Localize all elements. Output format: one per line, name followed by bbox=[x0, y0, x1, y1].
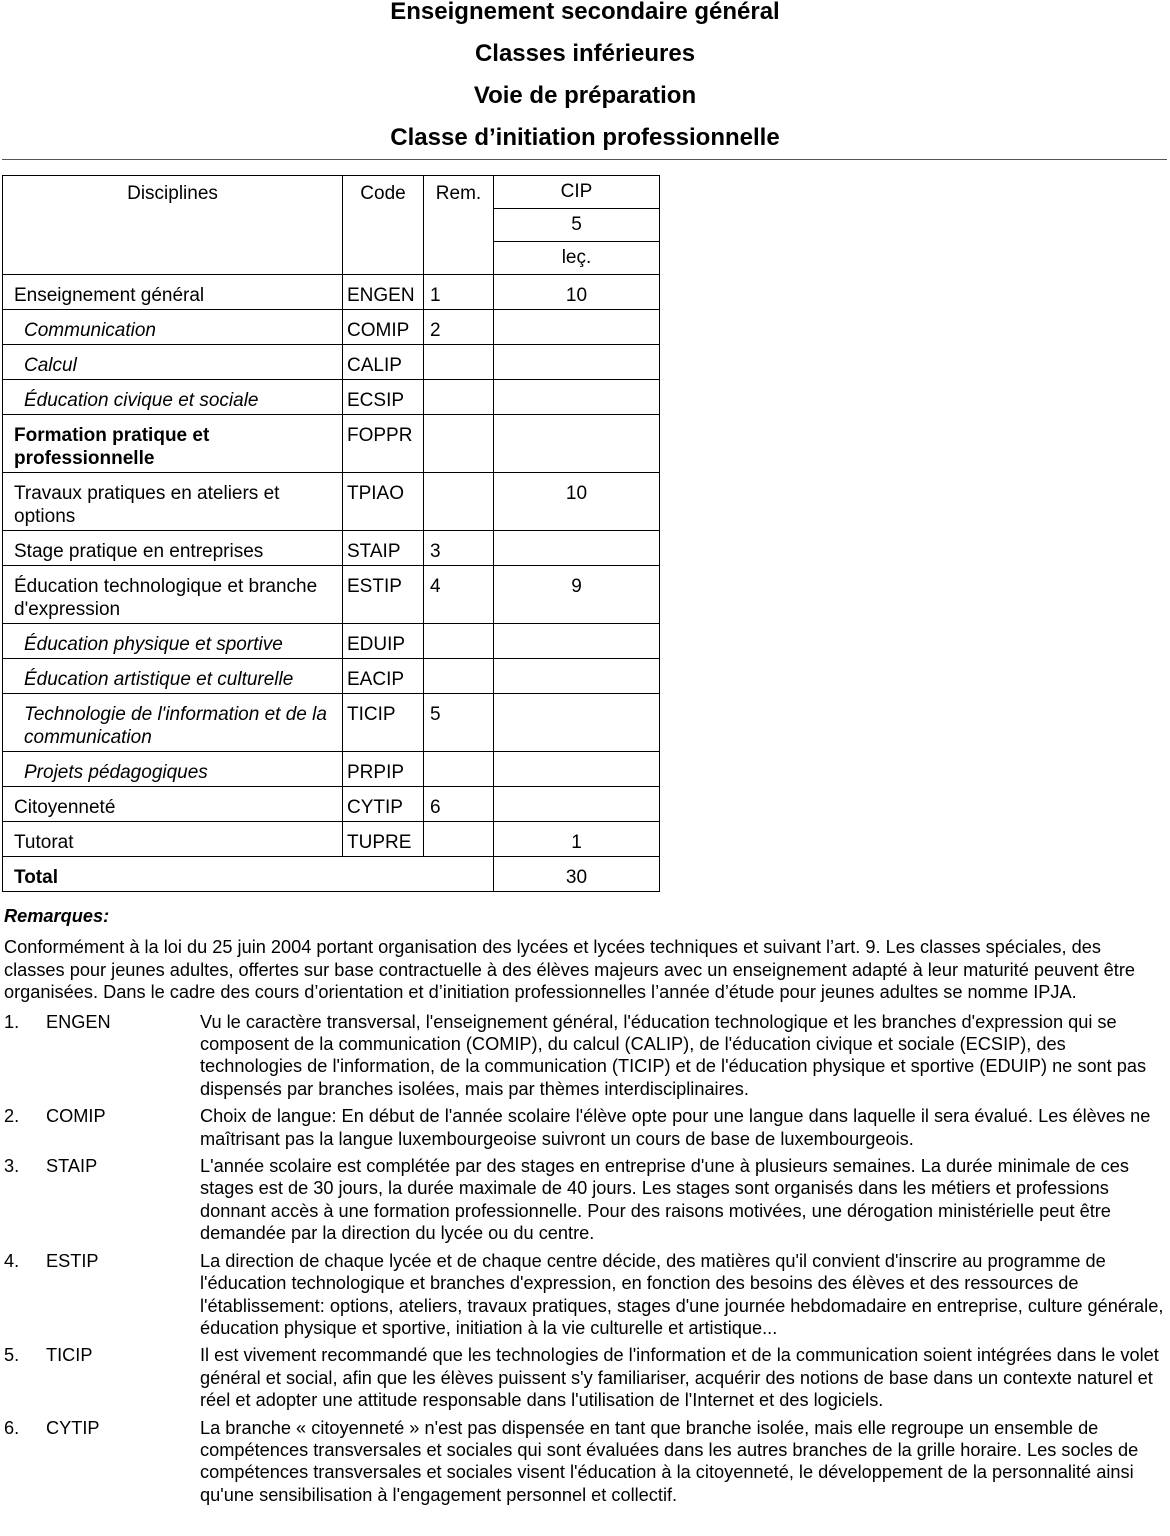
remark-item bbox=[4, 1250, 1166, 1340]
rem-cell: 3 bbox=[424, 531, 494, 566]
discipline-cell: Éducation civique et sociale bbox=[3, 380, 343, 415]
table-row bbox=[3, 624, 660, 659]
title-cycle: Classes inférieures bbox=[474, 40, 696, 67]
cip-cell: 10 bbox=[494, 275, 660, 310]
code-cell: EDUIP bbox=[343, 624, 424, 659]
rem-cell bbox=[424, 415, 494, 473]
cip-cell bbox=[494, 624, 660, 659]
table-row bbox=[3, 659, 660, 694]
table-row bbox=[3, 566, 660, 624]
rem-cell bbox=[424, 752, 494, 787]
remark-code: CYTIP bbox=[46, 1417, 100, 1438]
cip-cell: 9 bbox=[494, 566, 660, 624]
total-value: 30 bbox=[494, 857, 660, 892]
code-cell: TICIP bbox=[343, 694, 424, 752]
remark-text: Choix de langue: En début de l'année scolaire l'élève opte pour une langue dans laquelle il sera évalué. Les élèves ne maîtrisant pas la langue luxembourgeoise suivront un cours de base de luxembourgeois. bbox=[200, 1106, 1151, 1149]
header-divider bbox=[2, 159, 1167, 160]
table-row bbox=[3, 310, 660, 345]
code-cell: CYTIP bbox=[343, 787, 424, 822]
discipline-cell: Éducation technologique et branche d'expression bbox=[3, 566, 343, 624]
code-cell: ECSIP bbox=[343, 380, 424, 415]
remark-code: ESTIP bbox=[46, 1250, 99, 1271]
rem-cell: 1 bbox=[424, 275, 494, 310]
remark-code: STAIP bbox=[46, 1156, 98, 1177]
discipline-cell: Projets pédagogiques bbox=[3, 752, 343, 787]
remark-item bbox=[4, 1105, 1166, 1150]
cip-cell bbox=[494, 380, 660, 415]
remark-number: 1. bbox=[4, 1011, 20, 1032]
remark-text: La direction de chaque lycée et de chaque centre décide, des matières qu'il convient d'inscrire au programme de l'éducation technologique et branches d'expression, en fonction des besoins des élèves et des ressources de l'établissement: options, ateliers, travaux pratiques, stages d'une journée hebdomadaire en entreprise, culture générale, éducation physique et sportive, initiation à la vie culturelle et artistique... bbox=[200, 1250, 1164, 1338]
remark-number: 6. bbox=[4, 1417, 20, 1438]
col-header-cip-year: 5 bbox=[494, 209, 660, 242]
table-row bbox=[3, 415, 660, 473]
discipline-cell: Communication bbox=[3, 310, 343, 345]
discipline-cell: Tutorat bbox=[3, 822, 343, 857]
rem-cell bbox=[424, 822, 494, 857]
discipline-cell: Éducation physique et sportive bbox=[3, 624, 343, 659]
remark-number: 5. bbox=[4, 1345, 20, 1366]
code-cell: FOPPR bbox=[343, 415, 424, 473]
code-cell: TPIAO bbox=[343, 473, 424, 531]
code-cell: COMIP bbox=[343, 310, 424, 345]
discipline-cell: Enseignement général bbox=[3, 275, 343, 310]
cip-cell bbox=[494, 752, 660, 787]
code-cell: CALIP bbox=[343, 345, 424, 380]
rem-cell bbox=[424, 624, 494, 659]
cip-cell: 1 bbox=[494, 822, 660, 857]
remark-item bbox=[4, 1011, 1166, 1101]
discipline-cell: Calcul bbox=[3, 345, 343, 380]
col-header-cip-unit: leç. bbox=[494, 242, 660, 275]
remark-item bbox=[4, 1344, 1166, 1411]
discipline-cell: Travaux pratiques en ateliers et options bbox=[3, 473, 343, 531]
rem-cell: 4 bbox=[424, 566, 494, 624]
remark-text: Vu le caractère transversal, l'enseignement général, l'éducation technologique et les branches d'expression qui se composent de la communication (COMIP), du calcul (CALIP), de l'éducation civique et sociale (ECSIP), des technologies de l'information, de la communication (TICIP) et de l'éducation physique et sportive (EDUIP) ne sont pas dispensés par branches isolées, mais par thèmes interdisciplinaires. bbox=[200, 1011, 1147, 1099]
discipline-cell: Éducation artistique et culturelle bbox=[3, 659, 343, 694]
remark-code: ENGEN bbox=[46, 1011, 111, 1032]
cip-cell bbox=[494, 659, 660, 694]
code-cell: TUPRE bbox=[343, 822, 424, 857]
table-row bbox=[3, 380, 660, 415]
remark-code: TICIP bbox=[46, 1345, 93, 1366]
remark-item bbox=[4, 1155, 1166, 1245]
remark-number: 3. bbox=[4, 1156, 20, 1177]
col-header-rem: Rem. bbox=[424, 176, 494, 275]
title-level: Enseignement secondaire général bbox=[390, 0, 780, 25]
col-header-disciplines: Disciplines bbox=[3, 176, 343, 275]
rem-cell bbox=[424, 380, 494, 415]
timetable-grid bbox=[2, 175, 660, 892]
rem-cell: 6 bbox=[424, 787, 494, 822]
table-row bbox=[3, 787, 660, 822]
cip-cell bbox=[494, 787, 660, 822]
remark-code: COMIP bbox=[46, 1106, 106, 1127]
rem-cell: 5 bbox=[424, 694, 494, 752]
cip-cell bbox=[494, 345, 660, 380]
cip-cell: 10 bbox=[494, 473, 660, 531]
code-cell: ENGEN bbox=[343, 275, 424, 310]
rem-cell bbox=[424, 473, 494, 531]
rem-cell bbox=[424, 659, 494, 694]
remarks-title: Remarques: bbox=[4, 906, 110, 926]
remarks-section bbox=[4, 905, 1166, 1511]
col-header-cip: CIP bbox=[494, 176, 660, 209]
table-row bbox=[3, 752, 660, 787]
total-row bbox=[3, 857, 660, 892]
code-cell: PRPIP bbox=[343, 752, 424, 787]
cip-cell bbox=[494, 531, 660, 566]
remark-number: 2. bbox=[4, 1106, 20, 1127]
remarks-intro: Conformément à la loi du 25 juin 2004 portant organisation des lycées et lycées techniques et suivant l’art. 9. Les classes spéciales, des classes pour jeunes adultes, offertes sur base contractuelle à des élèves majeurs avec un enseignement adapté à leur maturité peuvent être organisées. Dans le cadre des cours d’orientation et d’initiation professionnelles l’année d’étude pour jeunes adultes se nomme IPJA. bbox=[4, 937, 1135, 1003]
table-row bbox=[3, 275, 660, 310]
remark-text: La branche « citoyenneté » n'est pas dispensée en tant que branche isolée, mais elle regroupe un ensemble de compétences transversales et sociales qui sont évaluées dans les autres branches de la grille horaire. Les socles de compétences transversales et sociales visent l'éducation à la citoyenneté, le développement de la personnalité ainsi qu'une sensibilisation à l'engagement personnel et collectif. bbox=[200, 1417, 1139, 1505]
discipline-cell: Technologie de l'information et de la communication bbox=[3, 694, 343, 752]
document-header bbox=[0, 0, 1170, 168]
remark-item bbox=[4, 1417, 1166, 1507]
remark-number: 4. bbox=[4, 1250, 20, 1271]
total-label: Total bbox=[3, 857, 494, 892]
cip-cell bbox=[494, 415, 660, 473]
discipline-cell: Citoyenneté bbox=[3, 787, 343, 822]
rem-cell bbox=[424, 345, 494, 380]
table-row bbox=[3, 694, 660, 752]
cip-cell bbox=[494, 694, 660, 752]
discipline-cell: Formation pratique et professionnelle bbox=[3, 415, 343, 473]
table-row bbox=[3, 531, 660, 566]
code-cell: STAIP bbox=[343, 531, 424, 566]
code-cell: EACIP bbox=[343, 659, 424, 694]
table-row bbox=[3, 473, 660, 531]
rem-cell: 2 bbox=[424, 310, 494, 345]
title-track: Voie de préparation bbox=[473, 82, 697, 109]
cip-cell bbox=[494, 310, 660, 345]
discipline-cell: Stage pratique en entreprises bbox=[3, 531, 343, 566]
col-header-code: Code bbox=[343, 176, 424, 275]
remark-text: L'année scolaire est complétée par des stages en entreprise d'une à plusieurs semaines. La durée minimale de ces stages est de 30 jours, la durée maximale de 40 jours. Les stages sont organisés dans les métiers et professions donnant accès à une formation professionnelle. Pour des raisons motivées, une dérogation ministérielle peut être demandée par la direction du lycée ou du centre. bbox=[200, 1156, 1129, 1244]
title-class: Classe d’initiation professionnelle bbox=[390, 124, 780, 151]
table-row bbox=[3, 822, 660, 857]
table-row bbox=[3, 345, 660, 380]
remark-text: Il est vivement recommandé que les technologies de l'information et de la communication soient intégrées dans le volet général et social, afin que les élèves puissent s'y familiariser, acquérir des notions de base dans un contexte naturel et réel et adopter une attitude responsable dans l'utilisation de l'Internet et des logiciels. bbox=[200, 1345, 1159, 1411]
code-cell: ESTIP bbox=[343, 566, 424, 624]
